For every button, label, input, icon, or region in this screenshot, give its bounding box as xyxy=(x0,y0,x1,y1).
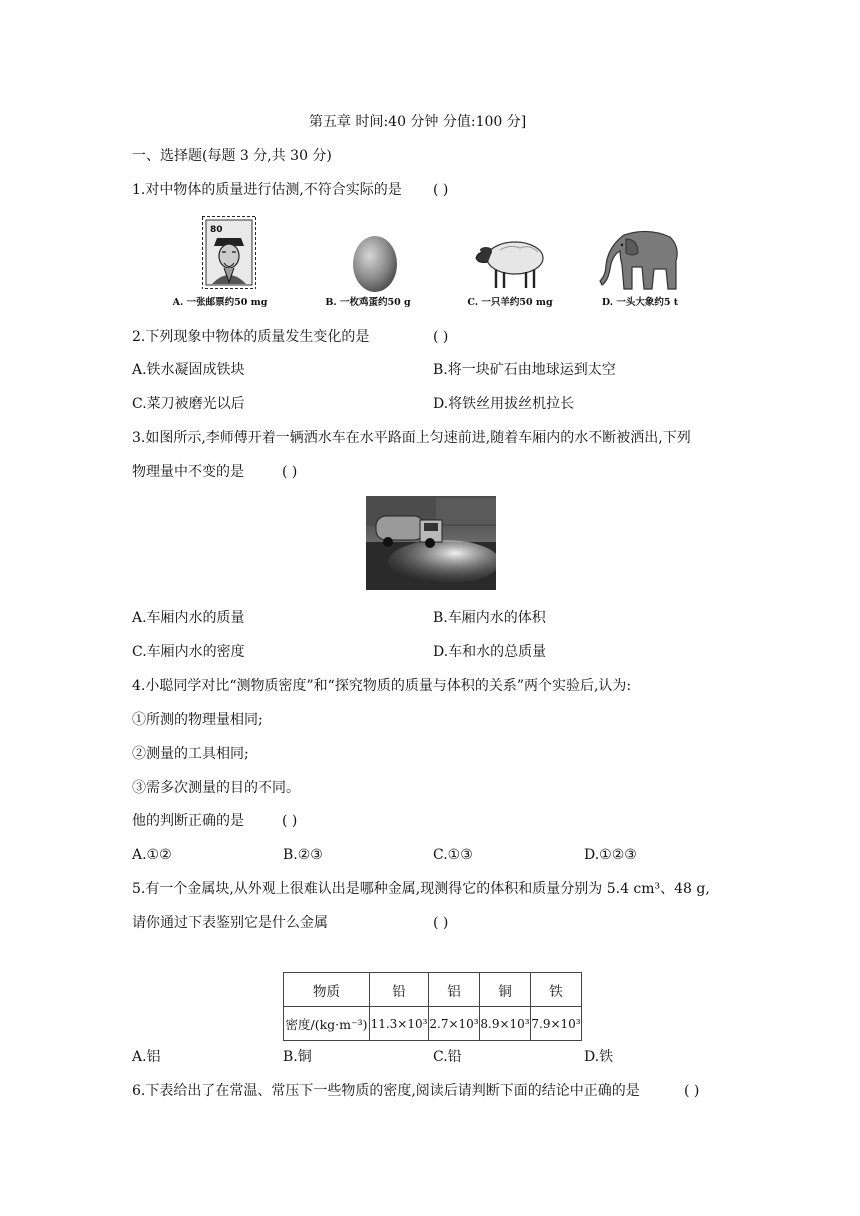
q3-option-c: C.车厢内水的密度 xyxy=(132,644,245,660)
q6-answer-paren: ( ) xyxy=(684,1083,700,1099)
density-table xyxy=(283,972,582,1041)
q2-stem: 2.下列现象中物体的质量发生变化的是 xyxy=(132,329,370,345)
q1-caption-b: B. 一枚鸡蛋约50 g xyxy=(325,297,411,308)
q4-ask: 他的判断正确的是 xyxy=(132,813,244,829)
q5-stem-line2: 请你通过下表鉴别它是什么金属 xyxy=(132,915,328,931)
table-header-cell: 铁 xyxy=(531,973,582,1007)
table-cell: 8.9×10³ xyxy=(480,1007,531,1041)
q1-caption-a: A. 一张邮票约50 mg xyxy=(172,297,268,308)
table-cell: 2.7×10³ xyxy=(429,1007,480,1041)
q3-stem-line2: 物理量中不变的是 xyxy=(132,464,244,480)
q1-caption-c: C. 一只羊约50 mg xyxy=(467,297,553,308)
q2-option-a: A.铁水凝固成铁块 xyxy=(132,362,245,378)
table-row-label: 密度/(kg·m⁻³) xyxy=(284,1007,370,1041)
q1-egg-image xyxy=(350,233,400,293)
q4-option-a: A.①② xyxy=(132,847,172,863)
q3-sprinkler-truck-photo xyxy=(366,496,496,590)
q2-option-b: B.将一块矿石由地球运到太空 xyxy=(433,362,616,378)
table-header-cell: 铅 xyxy=(370,973,429,1007)
q3-option-d: D.车和水的总质量 xyxy=(433,644,547,660)
q4-option-b: B.②③ xyxy=(283,847,323,863)
q1-stamp-image xyxy=(202,216,256,289)
q6-stem: 6.下表给出了在常温、常压下一些物质的密度,阅读后请判断下面的结论中正确的是 xyxy=(132,1083,640,1099)
q1-stem: 1.对中物体的质量进行估测,不符合实际的是 xyxy=(132,182,402,198)
table-header-cell: 物质 xyxy=(284,973,370,1007)
q5-option-c: C.铅 xyxy=(433,1049,462,1065)
q5-option-a: A.铝 xyxy=(132,1049,161,1065)
q5-stem-line1: 5.有一个金属块,从外观上很难认出是哪种金属,现测得它的体积和质量分别为 5.4 cm³、48 g, xyxy=(132,881,710,897)
q1-elephant-image xyxy=(598,225,682,293)
table-cell: 11.3×10³ xyxy=(370,1007,429,1041)
q1-sheep-image xyxy=(470,230,550,292)
q5-option-d: D.铁 xyxy=(584,1049,614,1065)
table-header-cell: 铜 xyxy=(480,973,531,1007)
q4-stem: 4.小聪同学对比“测物质密度”和“探究物质的质量与体积的关系”两个实验后,认为: xyxy=(132,678,632,694)
q4-statement-1: ①所测的物理量相同; xyxy=(132,712,263,728)
q2-option-d: D.将铁丝用拔丝机拉长 xyxy=(433,396,575,412)
q5-option-b: B.铜 xyxy=(283,1049,312,1065)
table-header-row xyxy=(284,973,582,1007)
q1-answer-paren: ( ) xyxy=(433,182,449,198)
q3-option-b: B.车厢内水的体积 xyxy=(433,610,546,626)
q4-option-c: C.①③ xyxy=(433,847,473,863)
q4-option-d: D.①②③ xyxy=(584,847,637,863)
q4-statement-2: ②测量的工具相同; xyxy=(132,746,249,762)
q3-answer-paren: ( ) xyxy=(282,464,298,480)
table-header-cell: 铝 xyxy=(429,973,480,1007)
stamp-value: 80 xyxy=(210,225,223,235)
page-title: 第五章 时间:40 分钟 分值:100 分] xyxy=(309,114,527,130)
table-cell: 7.9×10³ xyxy=(531,1007,582,1041)
table-row xyxy=(284,1007,582,1041)
q3-stem-line1: 3.如图所示,李师傅开着一辆洒水车在水平路面上匀速前进,随着车厢内的水不断被洒出,下列 xyxy=(132,430,691,446)
q4-statement-3: ③需多次测量的目的不同。 xyxy=(132,780,300,796)
q5-answer-paren: ( ) xyxy=(433,915,449,931)
q2-option-c: C.菜刀被磨光以后 xyxy=(132,396,245,412)
q3-option-a: A.车厢内水的质量 xyxy=(132,610,245,626)
q4-answer-paren: ( ) xyxy=(282,813,298,829)
q1-caption-d: D. 一头大象约5 t xyxy=(601,297,679,308)
q2-answer-paren: ( ) xyxy=(433,329,449,345)
section-title: 一、选择题(每题 3 分,共 30 分) xyxy=(132,148,332,164)
